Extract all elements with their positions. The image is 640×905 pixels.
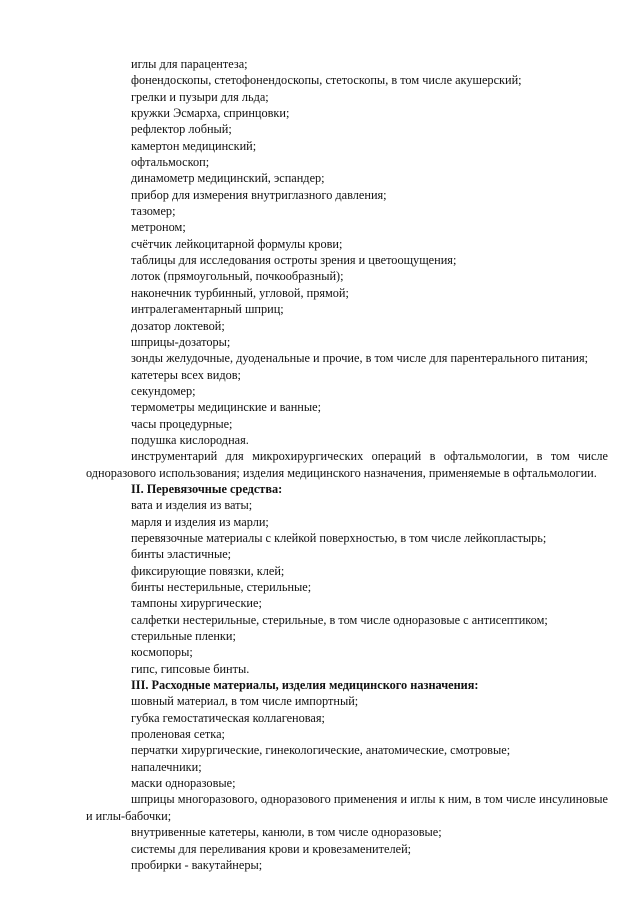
list-item: внутривенные катетеры, канюли, в том числе одноразовые;	[131, 825, 442, 840]
list-item: перчатки хирургические, гинекологические, анатомические, смотровые;	[131, 743, 511, 758]
section-heading-consumables: III. Расходные материалы, изделия медицинского назначения:	[131, 678, 479, 693]
list-item: рефлектор лобный;	[131, 122, 232, 137]
list-item: камертон медицинский;	[131, 138, 257, 153]
list-item: бинты эластичные;	[131, 547, 232, 562]
list-item: прибор для измерения внутриглазного давления;	[131, 187, 387, 202]
list-item: лоток (прямоугольный, почкообразный);	[131, 269, 344, 284]
list-item-instruments: инструментарий для микрохирургических операций в офтальмологии, в том числе одноразового использования; изделия медицинского назначения, применяемые в офтальмологии.	[86, 449, 608, 480]
list-item: маски одноразовые;	[131, 776, 236, 791]
list-item: секундомер;	[131, 383, 196, 398]
list-item: космопоры;	[131, 645, 193, 660]
list-item: шприцы-дозаторы;	[131, 334, 231, 349]
list-item: тампоны хирургические;	[131, 596, 262, 611]
list-item: фонендоскопы, стетофонендоскопы, стетоскопы, в том числе акушерский;	[131, 73, 522, 88]
list-item: гипс, гипсовые бинты.	[131, 661, 250, 676]
list-item: кружки Эсмарха, спринцовки;	[131, 106, 290, 121]
list-item: подушка кислородная.	[131, 432, 249, 447]
list-item: фиксирующие повязки, клей;	[131, 563, 285, 578]
list-item: иглы для парацентеза;	[131, 57, 248, 71]
list-item: грелки и пузыри для льда;	[131, 89, 269, 104]
list-item: термометры медицинские и ванные;	[131, 400, 321, 415]
list-item: пробирки - вакутайнеры;	[131, 857, 263, 872]
list-item: счётчик лейкоцитарной формулы крови;	[131, 236, 343, 251]
list-item: напалечники;	[131, 759, 202, 774]
list-item: динамометр медицинский, эспандер;	[131, 171, 325, 186]
list-item: таблицы для исследования остроты зрения и цветоощущения;	[131, 253, 457, 268]
list-item: катетеры всех видов;	[131, 367, 241, 382]
list-item: салфетки нестерильные, стерильные, в том числе одноразовые с антисептиком;	[131, 612, 548, 627]
list-item: тазомер;	[131, 204, 176, 219]
list-item: часы процедурные;	[131, 416, 233, 431]
list-item: наконечник турбинный, угловой, прямой;	[131, 285, 349, 300]
list-item: перевязочные материалы с клейкой поверхностью, в том числе лейкопластырь;	[131, 530, 547, 545]
list-item: марля и изделия из марли;	[131, 514, 269, 529]
list-item: проленовая сетка;	[131, 727, 225, 742]
list-item-probes: зонды желудочные, дуоденальные и прочие, в том числе для парентерального питания;	[131, 351, 589, 366]
list-item: офтальмоскоп;	[131, 155, 210, 170]
section-heading-dressings: II. Перевязочные средства:	[131, 481, 283, 496]
list-item: шовный материал, в том числе импортный;	[131, 694, 359, 709]
list-item: дозатор локтевой;	[131, 318, 225, 333]
list-item: бинты нестерильные, стерильные;	[131, 580, 312, 594]
list-item: метроном;	[131, 220, 186, 235]
list-item: вата и изделия из ваты;	[131, 498, 253, 513]
list-item: губка гемостатическая коллагеновая;	[131, 710, 325, 725]
list-item: системы для переливания крови и кровезаменителей;	[131, 841, 412, 856]
list-item-syringes: шприцы многоразового, одноразового применения и иглы к ним, в том числе инсулиновые и иглы-бабочки;	[86, 792, 608, 823]
document-page	[86, 56, 608, 873]
list-item: стерильные пленки;	[131, 629, 236, 644]
list-item: интралегаментарный шприц;	[131, 302, 284, 317]
